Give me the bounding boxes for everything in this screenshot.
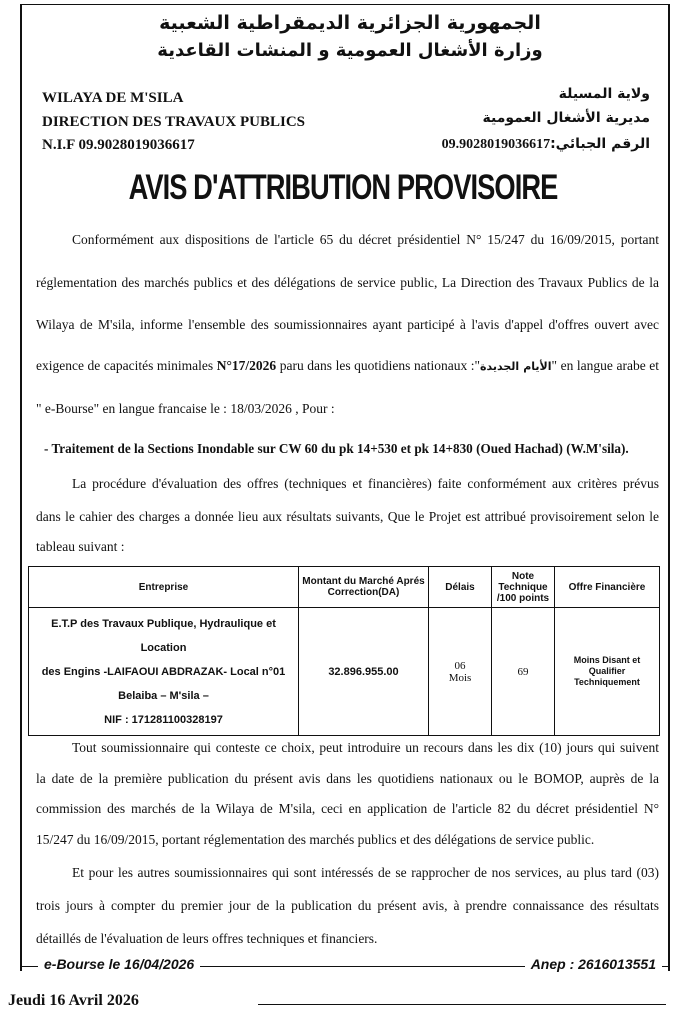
date-rule	[258, 1004, 666, 1005]
table-row	[29, 608, 660, 736]
paragraph-line: commission des marchés de la Wilaya de M'sila, ceci en application de l'article 82 du décret présidentiel N°	[36, 801, 659, 816]
page-title: AVIS D'ATTRIBUTION PROVISOIRE	[128, 168, 558, 207]
text-fragment: paru dans les quotidiens nationaux :"	[279, 358, 481, 373]
footer-anep: Anep : 2616013551	[525, 956, 662, 972]
arabic-nif-number: 09.9028019036617	[441, 137, 551, 152]
arabic-newspaper-name: الأيام الجديدة	[480, 360, 552, 373]
text-fragment: " en langue arabe et	[551, 358, 660, 373]
attribution-table	[28, 566, 660, 736]
paragraph-line: Conformément aux dispositions de l'article 65 du décret présidentiel N° 15/247 du 16/09/2015, portant	[72, 232, 659, 247]
paragraph-line: Wilaya de M'sila, informe l'ensemble des soumissionnaires ayant participé à l'avis d'appel d'offres ouvert avec	[36, 317, 659, 332]
paragraph-line: la date de la première publication du présent avis dans les quotidiens nationaux ou le BOMOP, auprès de la	[36, 771, 659, 786]
nif-label: N.I.F 09.9028019036617	[42, 137, 195, 153]
paragraph-line: La procédure d'évaluation des offres (techniques et financières) faite conformément aux critères prévus	[72, 476, 659, 491]
wilaya-label: WILAYA DE M'SILA	[42, 90, 184, 106]
header-note: Note Technique /100 points	[492, 567, 555, 608]
paragraph-line: Et pour les autres soumissionnaires qui sont intéressés de se rapprocher de nos services, au plus tard (03)	[72, 865, 659, 880]
paragraph-line: 15/247 du 16/09/2015, portant réglementation des marchés publics et des délégations de service public.	[36, 832, 595, 847]
cell-entreprise	[29, 608, 299, 736]
arabic-ministry-heading: وزارة الأشغال العمومية و المنشات القاعدية	[157, 40, 543, 61]
footer-ebourse: e-Bourse le 16/04/2026	[38, 956, 200, 972]
paragraph-line: " e-Bourse" en langue francaise le : 18/03/2026 , Pour :	[36, 401, 335, 416]
cell-delais	[429, 608, 492, 736]
header-montant: Montant du Marché Aprés Correction(DA)	[299, 567, 429, 608]
arabic-direction-label: مديرية الأشغال العمومية	[482, 110, 650, 126]
text-fragment: exigence de capacités minimales	[36, 358, 214, 373]
paragraph-line: trois jours à compter du premier jour de la publication du présent avis, à prendre connaissance des résultats	[36, 898, 659, 913]
company-line: Belaiba – M'sila –	[118, 689, 209, 702]
paragraph-line: tableau suivant :	[36, 539, 125, 554]
cell-montant: 32.896.955.00	[299, 608, 429, 736]
tender-number: N°17/2026	[216, 358, 277, 373]
paragraph-line: Tout soumissionnaire qui conteste ce choix, peut introduire un recours dans les dix (10) jours qui suivent	[72, 740, 659, 755]
paragraph-line: réglementation des marchés publics et des délégations de service public, La Direction des Travaux Publics de la	[36, 275, 659, 290]
publication-date: Jeudi 16 Avril 2026	[8, 992, 139, 1009]
header-entreprise: Entreprise	[29, 567, 299, 608]
delais-unit: Mois	[448, 671, 472, 684]
arabic-nif-caption: :الرقم الجبائي	[550, 136, 650, 152]
arabic-nif-label	[442, 136, 650, 153]
header-delais: Délais	[429, 567, 492, 608]
paragraph-line	[36, 358, 659, 375]
paragraph-line: dans le cahier des charges a donnée lieu aux résultats suivants, Que le Projet est attribué provisoirement selon le	[36, 509, 659, 524]
direction-label: DIRECTION DES TRAVAUX PUBLICS	[42, 114, 305, 130]
cell-note: 69	[492, 608, 555, 736]
company-line: des Engins -LAIFAOUI ABDRAZAK- Local n°01	[41, 665, 286, 678]
arabic-wilaya-label: ولاية المسيلة	[558, 86, 650, 102]
delais-number: 06	[454, 659, 466, 672]
paragraph-line: détaillés de l'évaluation de leurs offres techniques et financiers.	[36, 931, 378, 946]
arabic-republic-heading: الجمهورية الجزائرية الديمقراطية الشعبية	[159, 12, 541, 34]
cell-offre: Moins Disant et Qualifier Techniquement	[555, 608, 660, 736]
table-header-row	[29, 567, 660, 608]
header-offre: Offre Financière	[555, 567, 660, 608]
company-line: E.T.P des Travaux Publique, Hydraulique et Location	[51, 617, 276, 654]
company-line: NIF : 171281100328197	[104, 713, 223, 726]
project-title: - Traitement de la Sections Inondable sur CW 60 du pk 14+530 et pk 14+830 (Oued Hachad) (W.M'sila).	[44, 441, 629, 456]
